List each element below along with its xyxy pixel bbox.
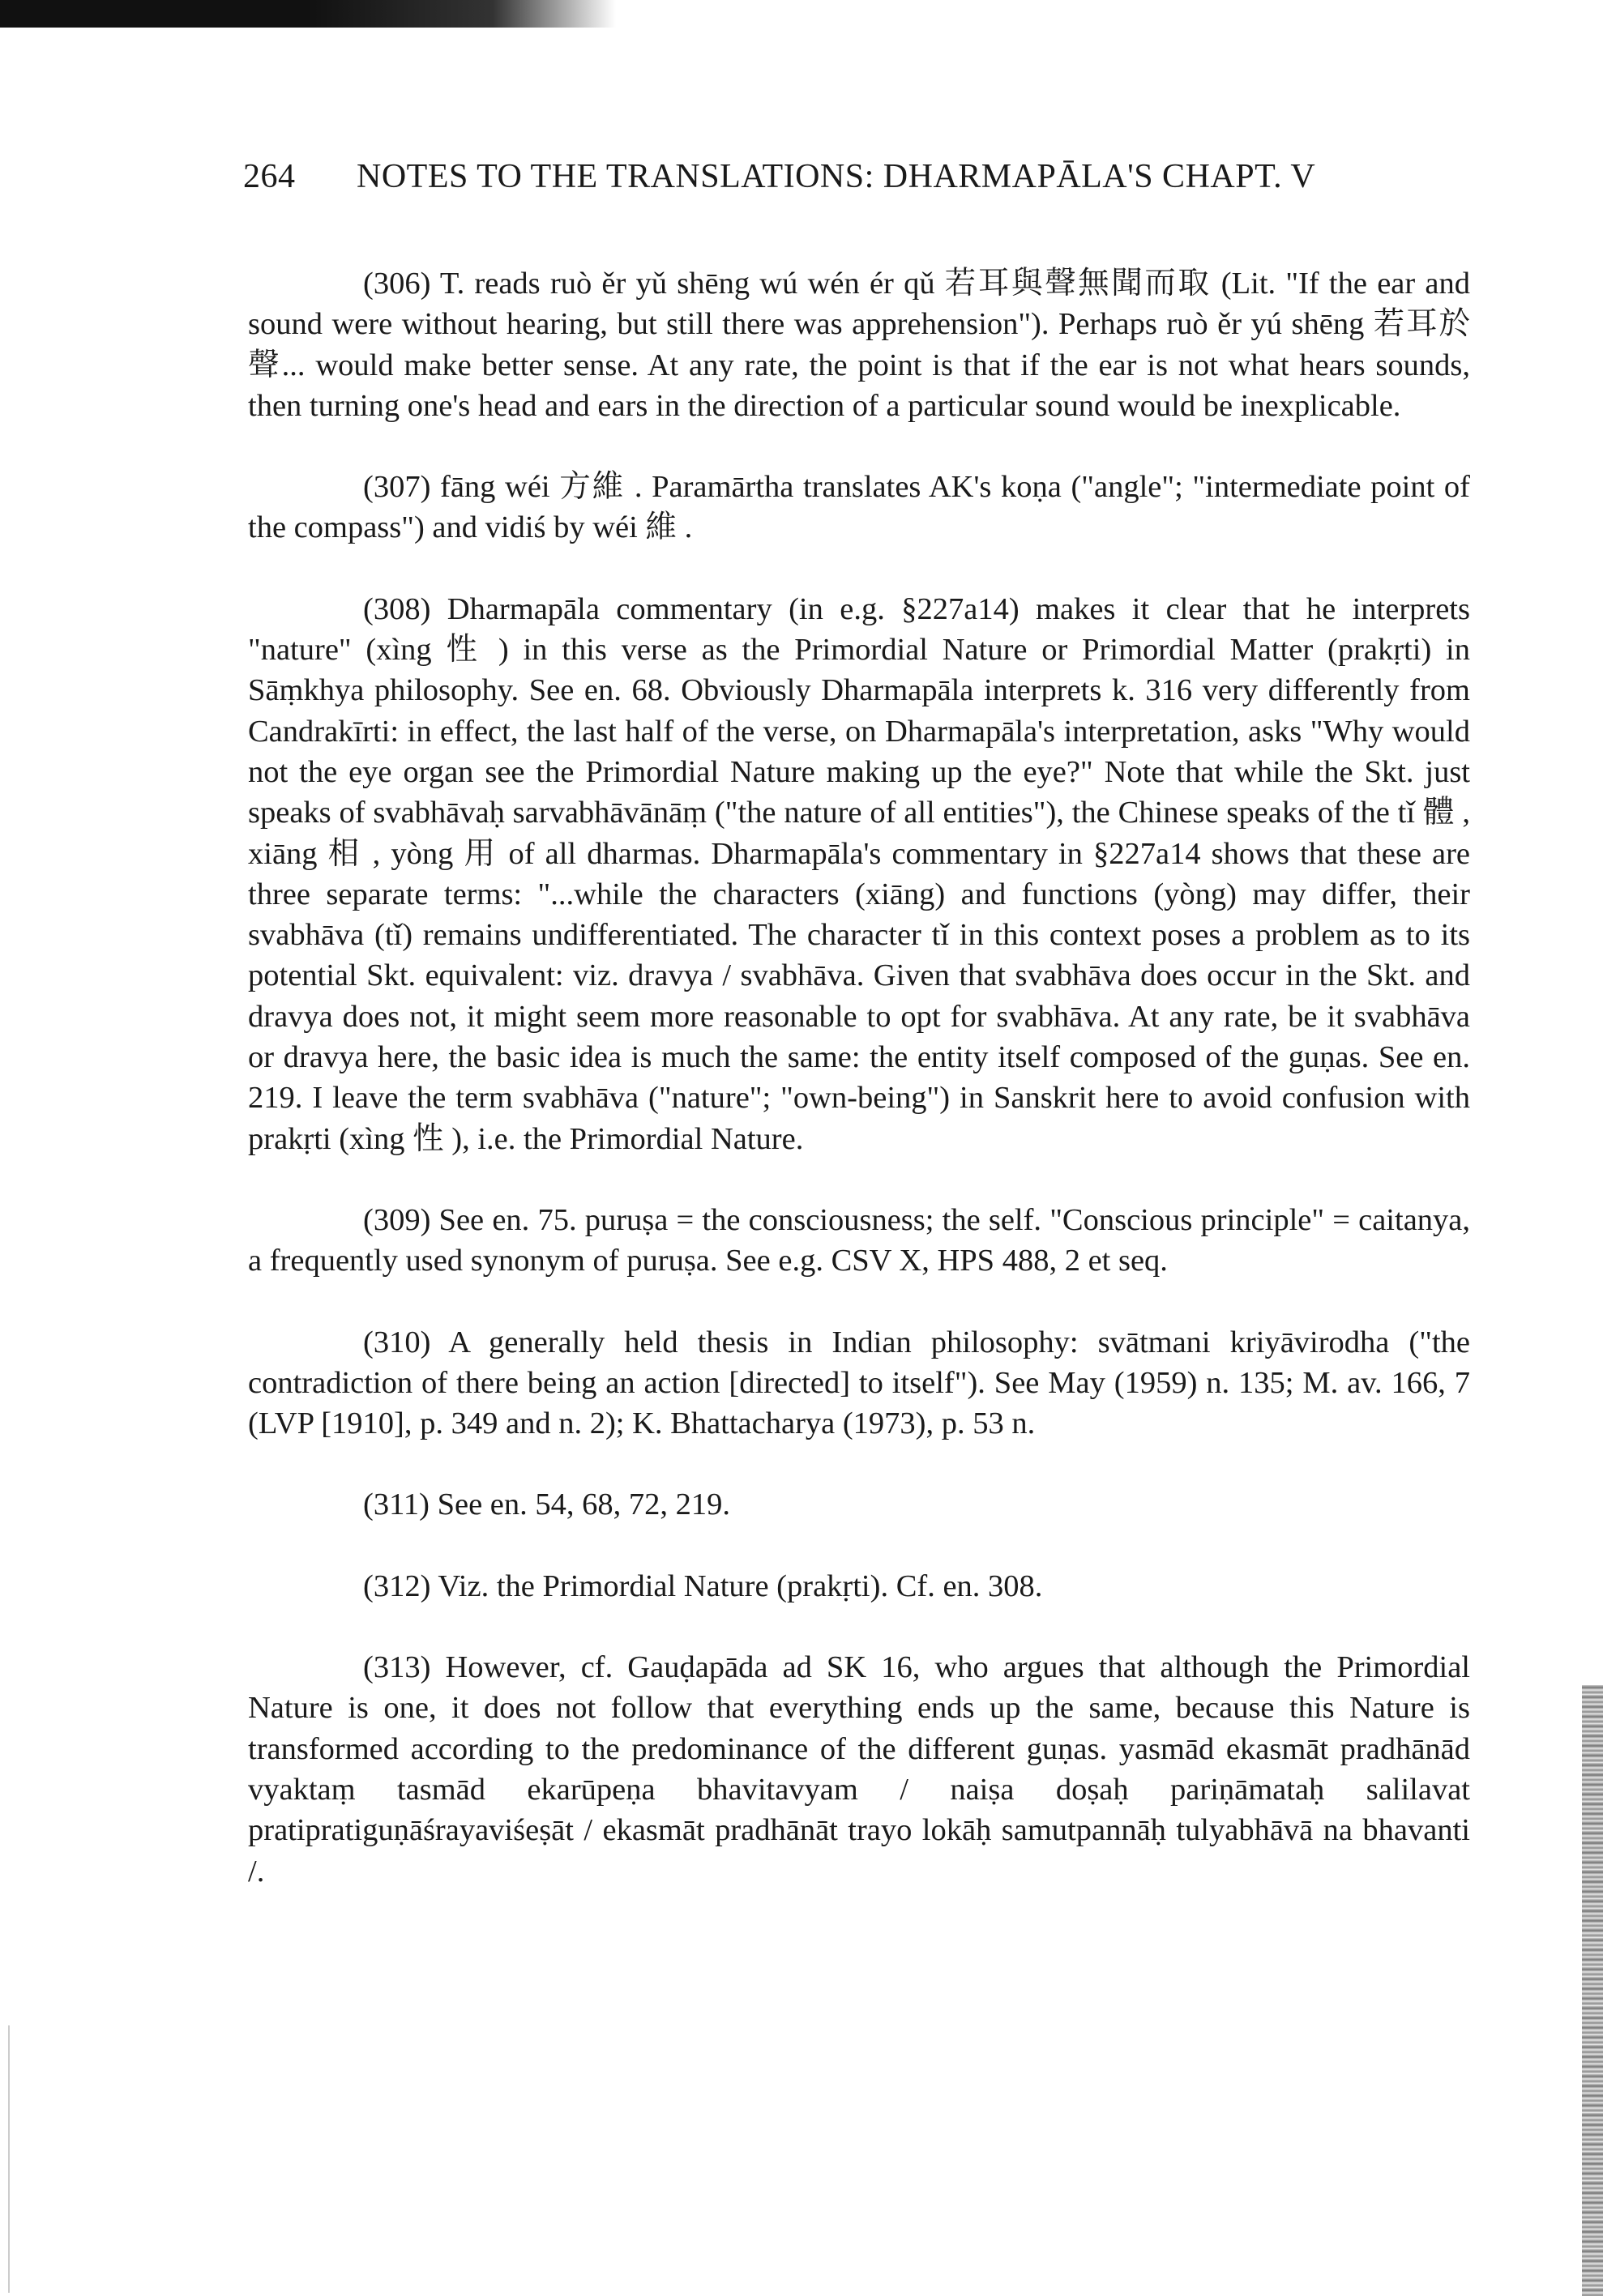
running-title: NOTES TO THE TRANSLATIONS: DHARMAPĀLA'S CHAPT. V bbox=[357, 158, 1316, 195]
page-header bbox=[243, 157, 1315, 196]
note-307: (307) fāng wéi 方維 . Paramārtha translates AK's koṇa ("angle"; "intermediate point of the compass") and vidiś by wéi 維 . bbox=[248, 470, 1470, 545]
notes-body bbox=[248, 263, 1470, 1932]
note-311: (311) See en. 54, 68, 72, 219. bbox=[363, 1487, 731, 1522]
note-309: (309) See en. 75. puruṣa = the consciousness; the self. "Conscious principle" = caitanya, a frequently used synonym of puruṣa. See e.g. CSV X, HPS 488, 2 et seq. bbox=[248, 1202, 1470, 1278]
note-306: (306) T. reads ruò ěr yǔ shēng wú wén ér qǔ 若耳與聲無聞而取 (Lit. "If the ear and sound were without hearing, but still there was apprehension"). Perhaps ruò ěr yú shēng 若耳於聲... would make better sense. At any rate, the point is that if the ear is not what hears sounds, then turning one's head and ears in the direction of a particular sound would be inexplicable. bbox=[248, 267, 1470, 423]
scan-top-bar bbox=[0, 0, 616, 28]
note-310: (310) A generally held thesis in Indian philosophy: svātmani kriyāvirodha ("the contradiction of there being an action [directed] to itself"). See May (1959) n. 135; M. av. 166, 7 (LVP [1910], p. 349 and n. 2); K. Bhattacharya (1973), p. 53 n. bbox=[248, 1325, 1470, 1441]
scan-right-edge bbox=[1582, 1685, 1603, 2296]
note-312: (312) Viz. the Primordial Nature (prakṛti). Cf. en. 308. bbox=[363, 1568, 1043, 1603]
note-313: (313) However, cf. Gauḍapāda ad SK 16, who argues that although the Primordial Nature is one, it does not follow that everything ends up the same, because this Nature is transformed according to the predominance of the different guṇas. yasmād ekasmāt pradhānād vyaktaṃ tasmād ekarūpeṇa bhavitavyam / naiṣa doṣaḥ pariṇāmataḥ salilavat pratipratiguṇāśrayaviśeṣāt / ekasmāt pradhānāt trayo lokāḥ samutpannāḥ tulyabhāvā na bhavanti /. bbox=[248, 1650, 1470, 1888]
scan-left-edge bbox=[8, 2025, 10, 2293]
page-number: 264 bbox=[243, 158, 296, 195]
note-308: (308) Dharmapāla commentary (in e.g. §227a14) makes it clear that he interprets "nature" (xìng 性 ) in this verse as the Primordial Nature or Primordial Matter (prakṛti) in Sāṃkhya philosophy. See en. 68. Obviously Dharmapāla interprets k. 316 very differently from Candrakīrti: in effect, the last half of the verse, on Dharmapāla's interpretation, asks "Why would not the eye organ see the Primordial Nature making up the eye?" Note that while the Skt. just speaks of svabhāvaḥ sarvabhāvānāṃ ("the nature of all entities"), the Chinese speaks of the tǐ 體 , xiāng 相 , yòng 用 of all dharmas. Dharmapāla's commentary in §227a14 shows that these are three separate terms: "...while the characters (xiāng) and functions (yòng) may differ, their svabhāva (tǐ) remains undifferentiated. The character tǐ in this context poses a problem as to its potential Skt. equivalent: viz. dravya / svabhāva. Given that svabhāva does occur in the Skt. and dravya does not, it might seem more reasonable to opt for svabhāva. At any rate, be it svabhāva or dravya here, the basic idea is much the same: the entity itself composed of the guṇas. See en. 219. I leave the term svabhāva ("nature"; "own-being") in Sanskrit here to avoid confusion with prakṛti (xìng 性 ), i.e. the Primordial Nature. bbox=[248, 591, 1470, 1156]
